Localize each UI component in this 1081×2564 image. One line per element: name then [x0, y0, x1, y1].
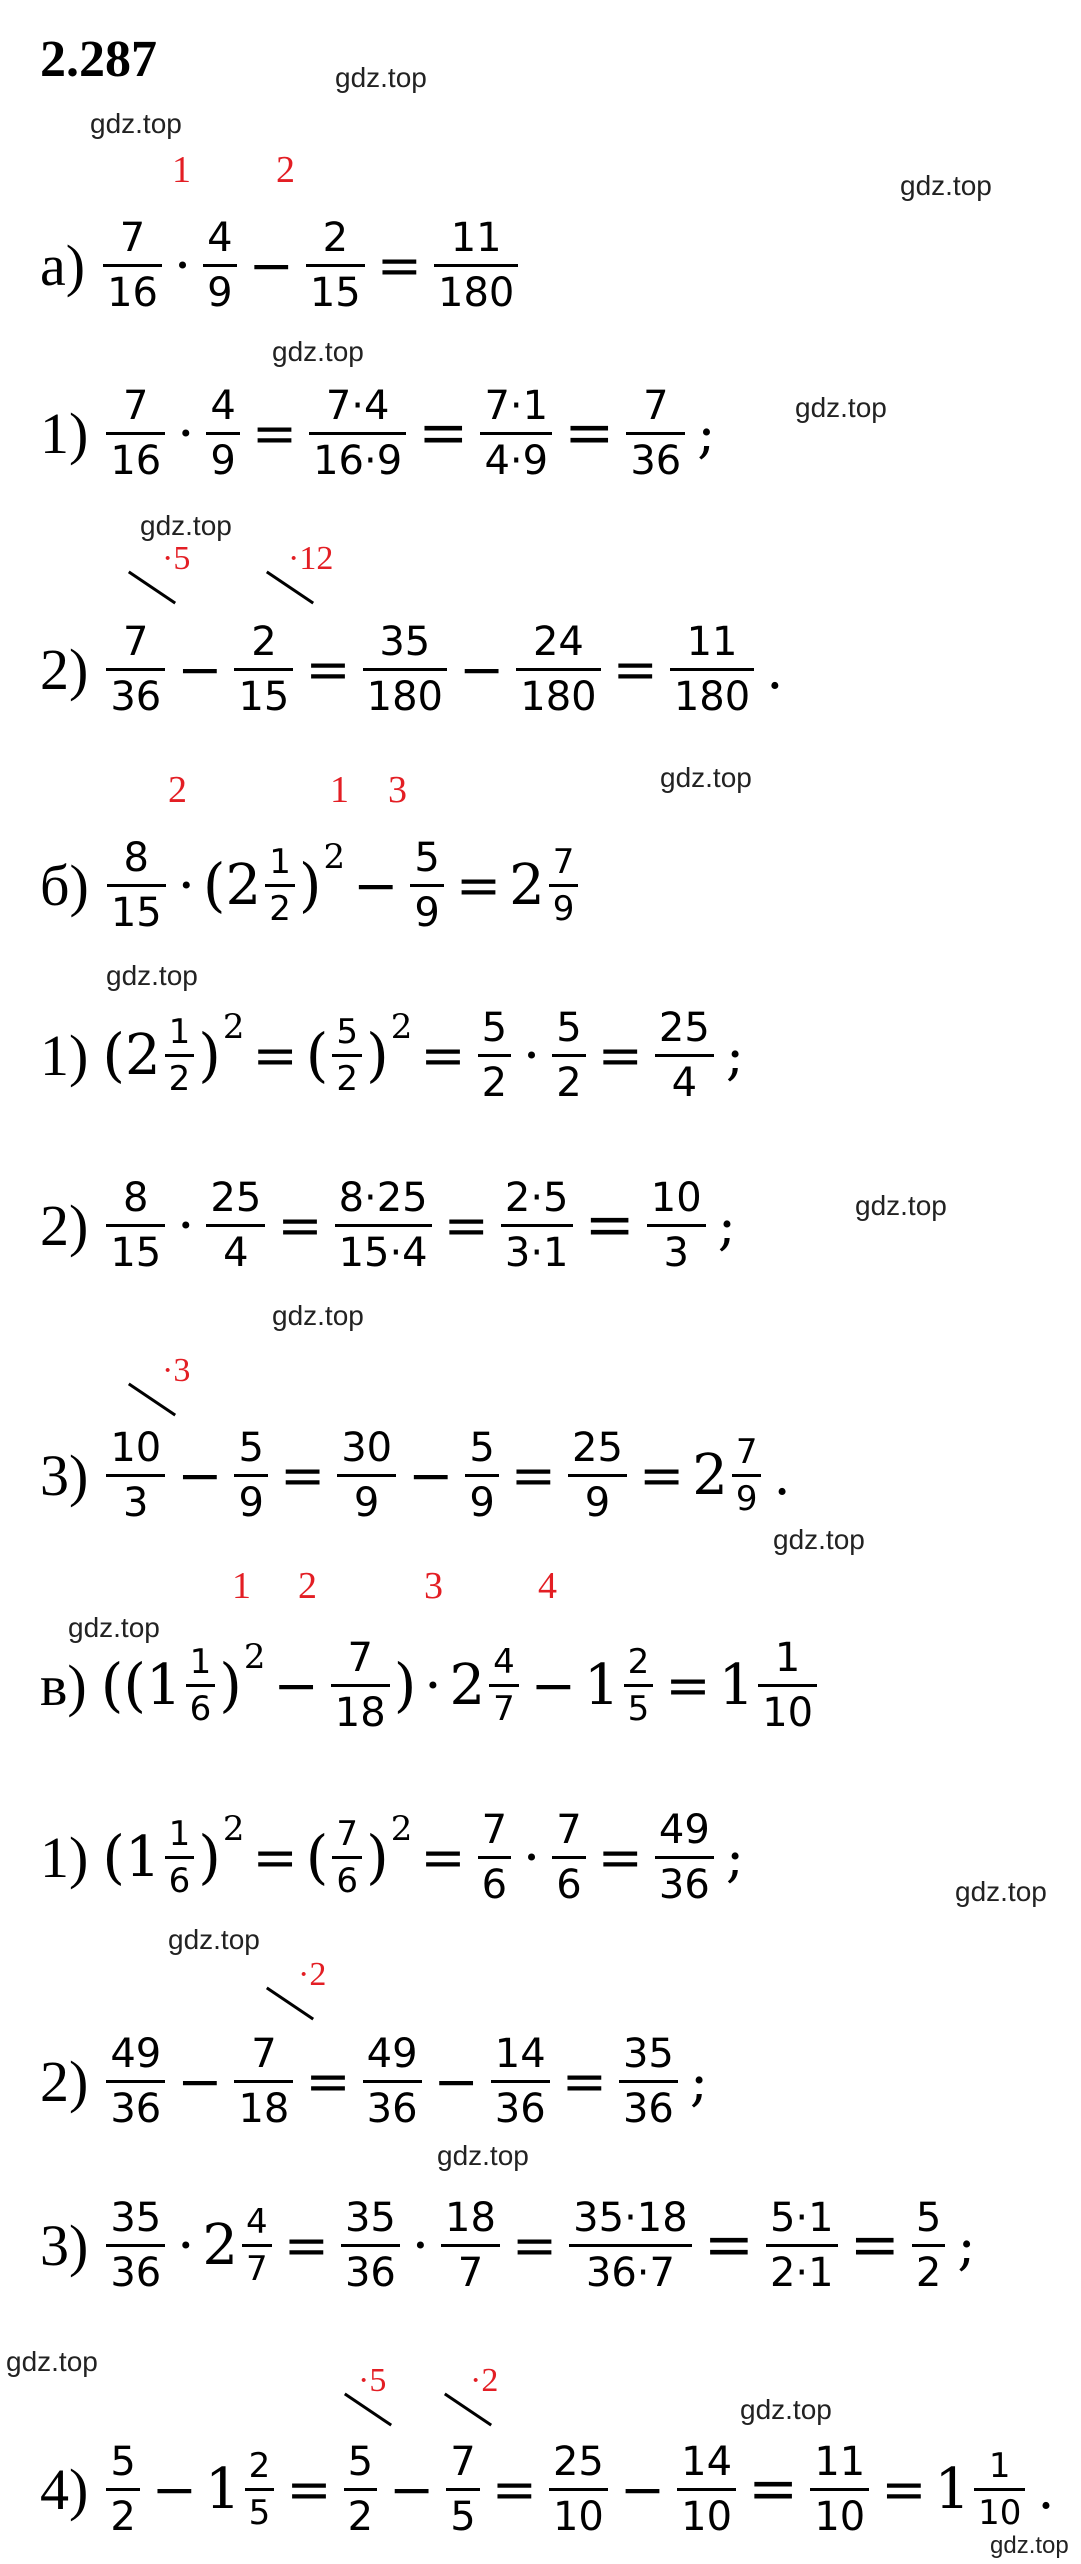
fraction: $\frac{24}{180}$	[516, 616, 600, 723]
math-symbol: −	[151, 2457, 198, 2521]
math-symbol: ;	[957, 2213, 976, 2277]
fraction: $\frac{14}{10}$	[677, 2436, 736, 2543]
math-symbol: 1)	[40, 1824, 89, 1890]
fraction: $\frac{30}{9}$	[337, 1422, 396, 1529]
math-symbol: (	[305, 1823, 329, 1891]
fraction: $\frac{11}{180}$	[670, 616, 754, 723]
fraction: $\frac{7}{18}$	[331, 1632, 390, 1739]
fraction: $\frac{4}{7}$	[489, 1640, 519, 1731]
label-a: а)	[40, 232, 86, 298]
math-symbol: =	[511, 2213, 558, 2277]
math-symbol: =	[881, 2457, 927, 2521]
watermark: gdz.top	[335, 62, 427, 93]
math-symbol: =	[564, 398, 615, 468]
fraction: $\frac{5}{2}$	[332, 1010, 362, 1101]
math-symbol: 2	[222, 1007, 245, 1047]
fraction: $\frac{14}{36}$	[491, 2028, 550, 2135]
math-symbol: =	[597, 1825, 643, 1889]
order-mark: 1	[172, 149, 191, 191]
math-symbol: (	[305, 1021, 329, 1089]
math-symbol: =	[510, 1443, 557, 1507]
math-symbol: −	[389, 2457, 435, 2521]
math-symbol: )	[219, 1651, 242, 1719]
fraction: $\frac{5\cdot 1}{2\cdot 1}$	[766, 2192, 838, 2299]
math-symbol: ((	[100, 1651, 146, 1719]
math-symbol: ;	[725, 1023, 745, 1087]
expression-v	[40, 1620, 821, 1750]
fraction: $\frac{7}{36}$	[106, 616, 165, 723]
step-v-4	[40, 2424, 1063, 2554]
math-symbol: 2	[124, 1022, 161, 1088]
math-symbol: ·	[177, 853, 195, 917]
math-symbol: 1	[934, 2456, 971, 2522]
math-symbol: ;	[725, 1825, 745, 1889]
math-symbol: =	[279, 1443, 326, 1507]
math-symbol: −	[177, 2049, 223, 2113]
watermark: gdz.top	[68, 1612, 160, 1643]
math-symbol: 3)	[40, 2212, 89, 2278]
problem-number: 2.287	[40, 31, 157, 88]
math-symbol: 2	[390, 1007, 413, 1047]
math-symbol: =	[252, 1825, 298, 1889]
label-v: в)	[40, 1652, 87, 1718]
math-symbol: .	[1037, 2457, 1055, 2521]
math-symbol: 3)	[40, 1442, 89, 1508]
fraction: $\frac{2\cdot 5}{3\cdot 1}$	[501, 1172, 573, 1279]
fraction: $\frac{49}{36}$	[106, 2028, 165, 2135]
math-symbol: )	[366, 1021, 389, 1089]
watermark: gdz.top	[6, 2346, 98, 2377]
math-symbol: ·	[411, 2213, 430, 2277]
math-symbol: 2)	[40, 1192, 89, 1258]
fraction: $\frac{10}{3}$	[647, 1172, 706, 1279]
math-symbol: )	[366, 1823, 389, 1891]
math-symbol: =	[252, 1023, 298, 1087]
math-symbol: −	[353, 853, 399, 917]
watermark: gdz.top	[272, 1300, 364, 1331]
math-symbol: ·	[523, 1023, 541, 1087]
math-symbol: =	[420, 1825, 466, 1889]
fraction: $\frac{1}{10}$	[974, 2444, 1025, 2535]
fraction: $\frac{5}{9}$	[465, 1422, 498, 1529]
fraction: $\frac{1}{10}$	[758, 1632, 817, 1739]
math-symbol: −	[248, 233, 294, 297]
math-symbol: ·	[177, 401, 195, 465]
math-symbol: )	[298, 851, 322, 919]
fraction: $\frac{35\cdot 18}{36\cdot 7}$	[569, 2192, 692, 2299]
fraction: $\frac{2}{15}$	[234, 616, 293, 723]
math-symbol: 2	[323, 837, 346, 877]
fraction: $\frac{2}{15}$	[306, 212, 365, 319]
fraction: $\frac{35}{36}$	[106, 2192, 165, 2299]
math-symbol: 2	[225, 852, 262, 918]
watermark: gdz.top	[660, 762, 752, 793]
fraction: $\frac{10}{3}$	[106, 1422, 165, 1529]
math-symbol: 1	[718, 1652, 755, 1718]
fraction: $\frac{5}{2}$	[106, 2436, 139, 2543]
math-symbol: =	[277, 1193, 323, 1257]
fraction: $\frac{4}{7}$	[242, 2200, 272, 2291]
fraction: $\frac{7}{9}$	[549, 840, 579, 931]
fraction: $\frac{7\cdot 1}{4\cdot 9}$	[480, 380, 552, 487]
step-a-2	[40, 604, 791, 734]
fraction: $\frac{7}{6}$	[552, 1804, 585, 1911]
math-symbol: =	[418, 398, 469, 468]
math-symbol: 2	[243, 1637, 266, 1677]
math-symbol: −	[408, 1443, 454, 1507]
fraction: $\frac{7}{36}$	[626, 380, 685, 487]
math-symbol: ;	[697, 401, 716, 465]
math-symbol: 2	[449, 1652, 486, 1718]
math-symbol: −	[459, 637, 505, 701]
math-symbol: 1	[124, 1824, 161, 1890]
watermark: gdz.top	[795, 392, 887, 423]
math-symbol: 4)	[40, 2456, 89, 2522]
step-b-1	[40, 990, 752, 1120]
math-symbol: =	[638, 1443, 685, 1507]
math-symbol: ;	[689, 2049, 709, 2113]
step-v-3	[40, 2180, 984, 2310]
math-symbol: 1)	[40, 400, 89, 466]
math-symbol: 1	[584, 1652, 620, 1718]
math-symbol: =	[286, 2457, 332, 2521]
math-symbol: )	[393, 1651, 417, 1719]
math-symbol: 2)	[40, 636, 89, 702]
math-symbol: −	[273, 1653, 319, 1717]
math-symbol: =	[748, 2454, 799, 2524]
watermark: gdz.top	[900, 170, 992, 201]
step-b-3	[40, 1410, 799, 1540]
math-symbol: )	[198, 1021, 221, 1089]
fraction: $\frac{1}{6}$	[186, 1640, 216, 1731]
fraction: $\frac{25}{4}$	[206, 1172, 265, 1279]
fraction: $\frac{5}{9}$	[410, 832, 443, 939]
math-symbol: =	[703, 2210, 754, 2280]
fraction: $\frac{35}{36}$	[341, 2192, 400, 2299]
fraction: $\frac{5}{2}$	[912, 2192, 945, 2299]
math-symbol: )	[198, 1823, 221, 1891]
math-symbol: =	[376, 233, 422, 297]
fraction: $\frac{8\cdot 25}{15\cdot 4}$	[335, 1172, 432, 1279]
math-symbol: (	[102, 1021, 125, 1089]
math-symbol: 1	[205, 2456, 241, 2522]
watermark: gdz.top	[168, 1924, 260, 1955]
math-symbol: 2	[222, 1809, 245, 1849]
math-symbol: =	[491, 2457, 537, 2521]
watermark: gdz.top	[272, 336, 364, 367]
fraction: $\frac{35}{36}$	[619, 2028, 678, 2135]
math-symbol: 2	[390, 1809, 413, 1849]
math-symbol: −	[177, 1443, 223, 1507]
expression-b	[40, 820, 582, 950]
math-symbol: =	[283, 2213, 329, 2277]
math-symbol: =	[665, 1653, 711, 1717]
fraction: $\frac{7\cdot 4}{16\cdot 9}$	[309, 380, 406, 487]
math-symbol: =	[612, 637, 658, 701]
math-symbol: =	[305, 2049, 351, 2113]
fraction: $\frac{49}{36}$	[363, 2028, 422, 2135]
math-symbol: ·	[523, 1825, 541, 1889]
fraction: $\frac{25}{9}$	[568, 1422, 627, 1529]
fraction: $\frac{8}{15}$	[106, 1172, 165, 1279]
watermark: gdz.top	[855, 1190, 947, 1221]
math-symbol: (	[102, 1823, 125, 1891]
fraction: $\frac{7}{16}$	[106, 380, 165, 487]
fraction: $\frac{25}{10}$	[549, 2436, 608, 2543]
math-symbol: 1	[145, 1652, 182, 1718]
math-symbol: ·	[424, 1653, 442, 1717]
fraction: $\frac{8}{15}$	[107, 832, 166, 939]
math-symbol: −	[177, 637, 223, 701]
fraction: $\frac{5}{2}$	[344, 2436, 377, 2543]
math-symbol: −	[619, 2457, 666, 2521]
fraction: $\frac{4}{9}$	[203, 212, 236, 319]
fraction: $\frac{7}{16}$	[103, 212, 162, 319]
math-symbol: =	[597, 1023, 643, 1087]
step-a-1	[40, 368, 723, 498]
math-symbol: ·	[173, 233, 192, 297]
fraction: $\frac{35}{180}$	[363, 616, 447, 723]
fraction: $\frac{49}{36}$	[655, 1804, 714, 1911]
fraction: $\frac{11}{180}$	[434, 212, 518, 319]
fraction: $\frac{7}{18}$	[234, 2028, 293, 2135]
fraction: $\frac{1}{6}$	[165, 1812, 195, 1903]
watermark: gdz.top	[90, 108, 182, 139]
fraction: $\frac{7}{9}$	[732, 1430, 762, 1521]
watermark: gdz.top	[740, 2394, 832, 2425]
math-symbol: =	[849, 2210, 900, 2280]
fraction: $\frac{2}{5}$	[624, 1640, 654, 1731]
step-v-1	[40, 1792, 752, 1922]
fraction: $\frac{5}{9}$	[234, 1422, 267, 1529]
fraction: $\frac{7}{6}$	[332, 1812, 362, 1903]
fraction: $\frac{7}{6}$	[478, 1804, 511, 1911]
math-symbol: ;	[717, 1193, 736, 1257]
math-symbol: 1)	[40, 1022, 89, 1088]
fraction: $\frac{18}{7}$	[441, 2192, 500, 2299]
math-symbol: =	[420, 1023, 466, 1087]
math-symbol: ·	[177, 2213, 195, 2277]
watermark: gdz.top	[437, 2140, 529, 2171]
fraction: $\frac{7}{5}$	[446, 2436, 479, 2543]
watermark: gdz.top	[773, 1524, 865, 1555]
math-symbol: 2	[692, 1442, 728, 1508]
math-symbol: =	[251, 401, 298, 465]
math-symbol: ·	[177, 1193, 195, 1257]
watermark: gdz.top	[955, 1876, 1047, 1907]
watermark: gdz.top	[990, 2532, 1069, 2559]
math-symbol: =	[584, 1190, 635, 1260]
math-symbol: =	[561, 2049, 607, 2113]
fraction: $\frac{5}{2}$	[552, 1002, 585, 1109]
fraction: $\frac{1}{2}$	[165, 1010, 195, 1101]
label-b: б)	[40, 852, 89, 918]
fraction: $\frac{4}{9}$	[206, 380, 239, 487]
math-symbol: 2	[509, 852, 545, 918]
expression-a	[40, 200, 522, 330]
math-symbol: −	[530, 1653, 577, 1717]
math-symbol: .	[766, 637, 784, 701]
math-symbol: 2)	[40, 2048, 89, 2114]
watermark: gdz.top	[106, 960, 198, 991]
math-symbol: (	[202, 851, 226, 919]
fraction: $\frac{11}{10}$	[810, 2436, 869, 2543]
fraction: $\frac{25}{4}$	[655, 1002, 714, 1109]
fraction: $\frac{1}{2}$	[265, 840, 295, 931]
step-b-2	[40, 1160, 744, 1290]
math-symbol: =	[443, 1193, 489, 1257]
math-symbol: =	[305, 637, 351, 701]
math-symbol: 2	[202, 2212, 239, 2278]
watermark: gdz.top	[140, 510, 232, 541]
math-symbol: −	[433, 2049, 479, 2113]
fraction: $\frac{5}{2}$	[478, 1002, 511, 1109]
math-symbol: =	[455, 853, 502, 917]
step-v-2	[40, 2016, 716, 2146]
math-symbol: .	[773, 1443, 791, 1507]
fraction: $\frac{2}{5}$	[245, 2444, 275, 2535]
order-mark: 2	[276, 149, 295, 191]
